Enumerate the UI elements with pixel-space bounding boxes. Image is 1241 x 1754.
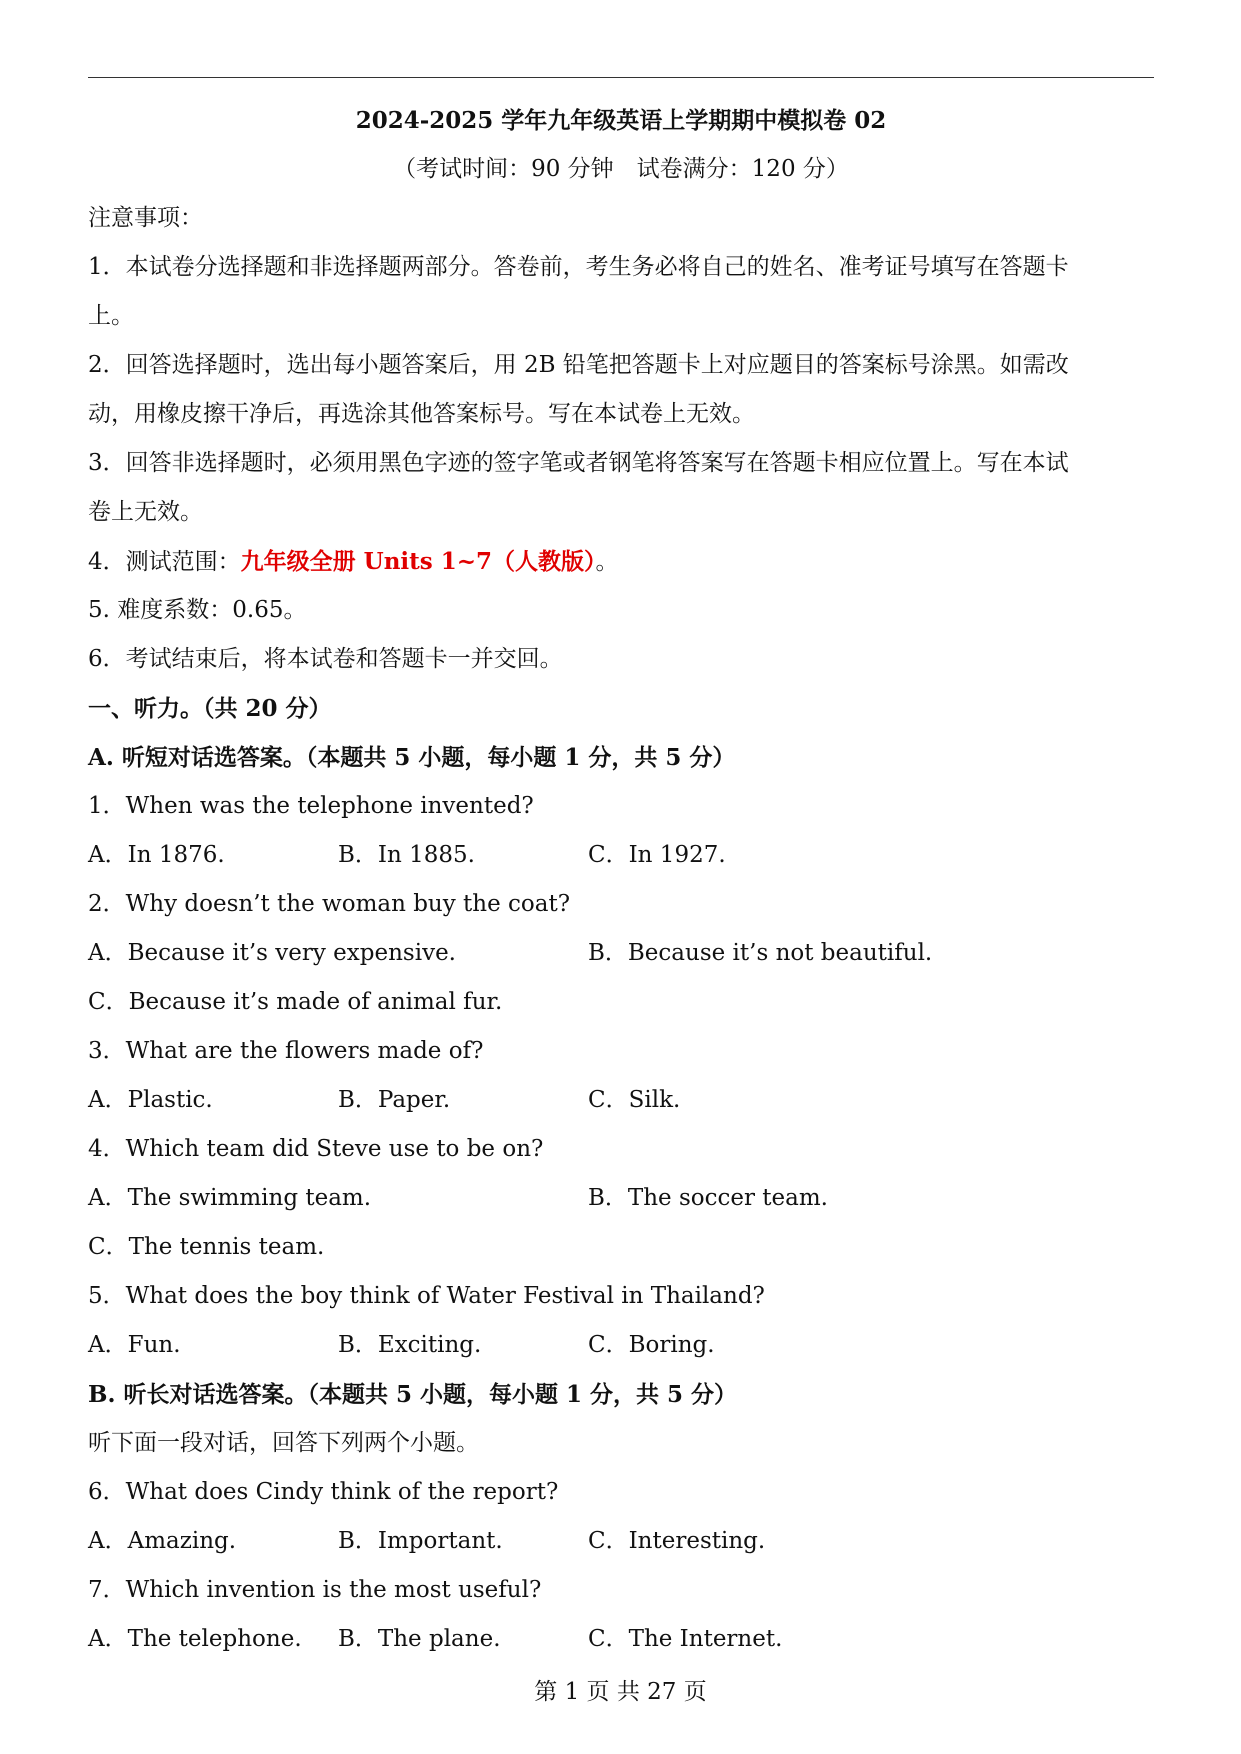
question-7-option-b: B．The plane. bbox=[338, 1626, 501, 1652]
question-3-option-c: C．Silk. bbox=[588, 1087, 681, 1113]
question-3-option-b: B．Paper. bbox=[338, 1087, 451, 1113]
question-7-stem: 7．Which invention is the most useful? bbox=[88, 1577, 542, 1603]
question-3-stem: 3．What are the flowers made of? bbox=[88, 1038, 484, 1064]
page-number: 第 1 页 共 27 页 bbox=[534, 1679, 707, 1705]
question-1-stem: 1．When was the telephone invented? bbox=[88, 793, 534, 819]
question-2-options-row-2 bbox=[88, 978, 1154, 1027]
section-listening-heading: 一、听力。（共 20 分） bbox=[88, 695, 332, 722]
question-6-options bbox=[88, 1517, 1154, 1566]
exam-subtitle: （考试时间：90 分钟 试卷满分：120 分） bbox=[393, 156, 849, 182]
notice-item-4-suffix: 。 bbox=[595, 549, 619, 575]
question-7-options bbox=[88, 1615, 1154, 1664]
question-1-option-b: B．In 1885. bbox=[338, 842, 475, 868]
notice-item-4-prefix: 4．测试范围： bbox=[88, 549, 241, 575]
question-4-options-row-2 bbox=[88, 1223, 1154, 1272]
question-2-option-c: C．Because it’s made of animal fur. bbox=[88, 989, 503, 1015]
notice-item-3-line-2: 卷上无效。 bbox=[88, 499, 203, 525]
question-2-option-a: A．Because it’s very expensive. bbox=[88, 940, 456, 966]
question-2-stem: 2．Why doesn’t the woman buy the coat? bbox=[88, 891, 571, 917]
part-b-instruction: 听下面一段对话，回答下列两个小题。 bbox=[88, 1430, 479, 1456]
header-rule bbox=[88, 77, 1154, 78]
question-7-option-a: A．The telephone. bbox=[88, 1626, 302, 1652]
question-6-option-a: A．Amazing. bbox=[88, 1528, 237, 1554]
question-1-option-a: A．In 1876. bbox=[88, 842, 225, 868]
question-6-option-b: B．Important. bbox=[338, 1528, 503, 1554]
test-scope: 九年级全册 Units 1~7（人教版） bbox=[240, 548, 596, 575]
question-1-options bbox=[88, 831, 1154, 880]
exam-title: 2024-2025 学年九年级英语上学期期中模拟卷 02 bbox=[355, 107, 887, 134]
question-5-option-c: C．Boring. bbox=[588, 1332, 715, 1358]
question-4-stem: 4．Which team did Steve use to be on? bbox=[88, 1136, 544, 1162]
question-5-options bbox=[88, 1321, 1154, 1370]
notice-item-2-line-2: 动，用橡皮擦干净后，再选涂其他答案标号。写在本试卷上无效。 bbox=[88, 401, 755, 427]
question-4-options bbox=[88, 1174, 1154, 1223]
question-6-stem: 6．What does Cindy think of the report? bbox=[88, 1479, 559, 1505]
question-4-option-a: A．The swimming team. bbox=[88, 1185, 372, 1211]
notice-item-1-line-2: 上。 bbox=[88, 303, 134, 329]
notice-item-5: 5. 难度系数：0.65。 bbox=[88, 597, 307, 623]
question-3-options bbox=[88, 1076, 1154, 1125]
notice-item-6: 6．考试结束后，将本试卷和答题卡一并交回。 bbox=[88, 646, 563, 672]
part-b-heading: B. 听长对话选答案。（本题共 5 小题，每小题 1 分，共 5 分） bbox=[88, 1381, 738, 1408]
notice-item-3-line-1: 3．回答非选择题时，必须用黑色字迹的签字笔或者钢笔将答案写在答题卡相应位置上。写在本试 bbox=[88, 450, 1069, 476]
question-3-option-a: A．Plastic. bbox=[88, 1087, 213, 1113]
question-7-option-c: C．The Internet. bbox=[588, 1626, 783, 1652]
question-5-stem: 5．What does the boy think of Water Festival in Thailand? bbox=[88, 1283, 765, 1309]
question-6-option-c: C．Interesting. bbox=[588, 1528, 766, 1554]
document-body bbox=[88, 96, 1154, 1664]
question-1-option-c: C．In 1927. bbox=[588, 842, 726, 868]
part-a-heading: A. 听短对话选答案。（本题共 5 小题，每小题 1 分，共 5 分） bbox=[88, 744, 736, 771]
notice-item-2-line-1: 2．回答选择题时，选出每小题答案后，用 2B 铅笔把答题卡上对应题目的答案标号涂黑。如需改 bbox=[88, 352, 1069, 378]
question-2-option-b: B．Because it’s not beautiful. bbox=[588, 940, 933, 966]
notice-item-1-line-1: 1．本试卷分选择题和非选择题两部分。答卷前，考生务必将自己的姓名、准考证号填写在答题卡 bbox=[88, 254, 1069, 280]
question-2-options bbox=[88, 929, 1154, 978]
question-5-option-a: A．Fun. bbox=[88, 1332, 181, 1358]
question-5-option-b: B．Exciting. bbox=[338, 1332, 482, 1358]
question-4-option-b: B．The soccer team. bbox=[588, 1185, 828, 1211]
notice-item-4 bbox=[88, 537, 1154, 586]
question-4-option-c: C．The tennis team. bbox=[88, 1234, 325, 1260]
notice-heading: 注意事项： bbox=[88, 205, 203, 231]
